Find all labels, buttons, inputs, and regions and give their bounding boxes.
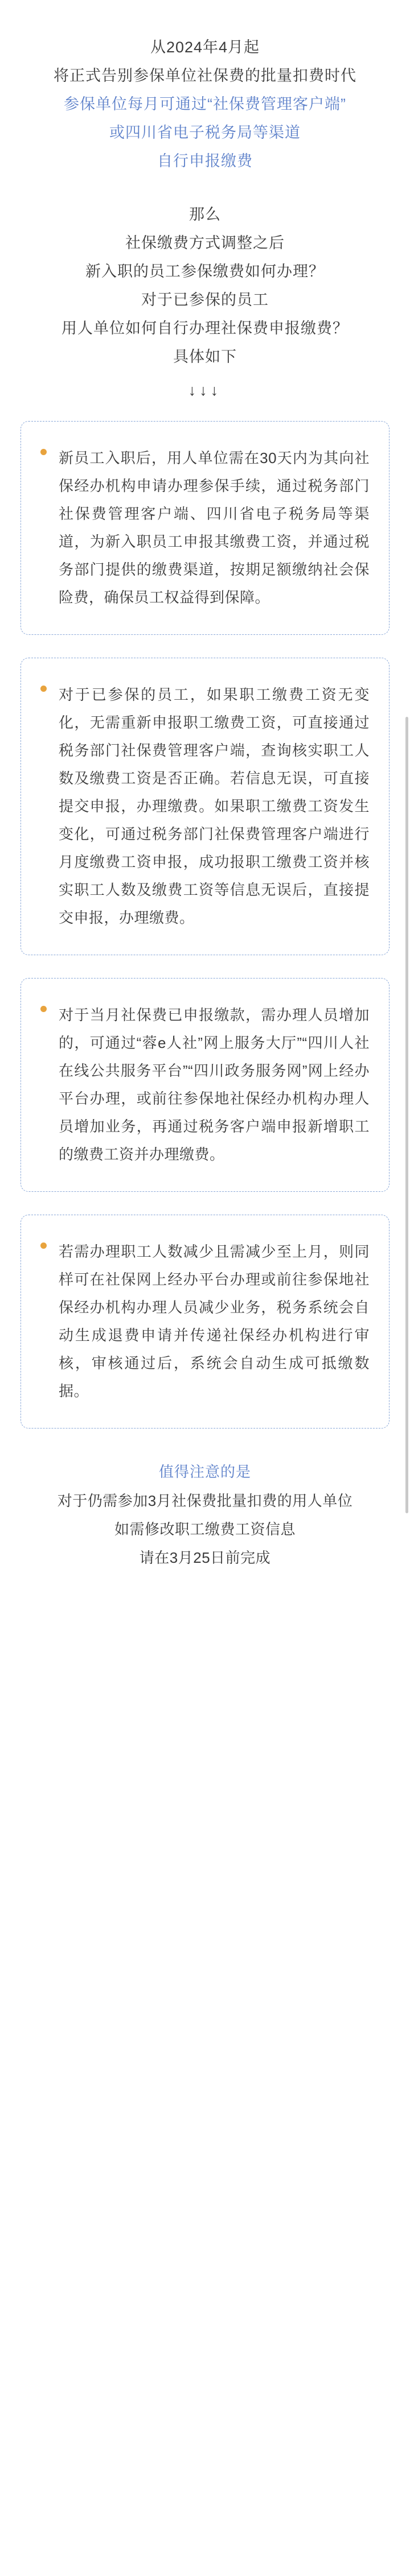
info-card (20, 978, 390, 1192)
card-text: 新员工入职后，用人单位需在30天内为其向社保经办机构申请办理参保手续，通过税务部门社保费管理客户端、四川省电子税务局等渠道，为新入职员工申报其缴费工资，并通过税务部门提供的缴费渠道，按期足额缴纳社会保险费，确保员工权益得到保障。 (59, 449, 370, 606)
card-text: 若需办理职工人数减少且需减少至上月，则同样可在社保网上经办平台办理或前往参保地社保经办机构办理人员减少业务，税务系统会自动生成退费申请并传递社保经办机构进行审核，审核通过后，系统会自动生成可抵缴数据。 (59, 1243, 370, 1400)
question-line-3: 新入职的员工参保缴费如何办理？ (85, 263, 325, 280)
bullet-dot-icon (40, 449, 47, 455)
question-line-6: 具体如下 (173, 348, 237, 365)
note-title: 值得注意的是 (158, 1463, 251, 1480)
intro-line-2: 将正式告别参保单位社保费的批量扣费时代 (54, 67, 356, 84)
bullet-dot-icon (40, 1006, 47, 1012)
note-line-1: 对于仍需参加3月社保费批量扣费的用人单位 (57, 1492, 353, 1509)
question-section (0, 175, 410, 406)
question-line-1: 那么 (189, 206, 221, 223)
note-line-2: 如需修改职工缴费工资信息 (114, 1521, 296, 1538)
card-text: 对于当月社保费已申报缴款，需办理人员增加的，可通过“蓉e人社”网上服务大厅”“四川人社在线公共服务平台”“四川政务服务网”网上经办平台办理，或前往参保地社保经办机构办理人员增加业务，再通过税务客户端申报新增职工的缴费工资并办理缴费。 (59, 1006, 370, 1163)
card-list (0, 406, 410, 1429)
info-card (20, 658, 390, 955)
question-line-5: 用人单位如何自行办理社保费申报缴费？ (62, 320, 348, 337)
question-line-4: 对于已参保的员工 (141, 291, 269, 308)
intro-line-5: 自行申报缴费 (157, 152, 253, 170)
note-line-3: 请在3月25日前完成 (139, 1549, 271, 1566)
card-text: 对于已参保的员工，如果职工缴费工资无变化，无需重新申报职工缴费工资，可直接通过税务部门社保费管理客户端，查询核实职工人数及缴费工资是否正确。若信息无误，可直接提交申报，办理缴费。如果职工缴费工资发生变化，可通过税务部门社保费管理客户端进行月度缴费工资申报，成功报职工缴费工资并核实职工人数及缴费工资等信息无误后，直接提交申报，办理缴费。 (59, 686, 370, 926)
bullet-dot-icon (40, 686, 47, 692)
question-line-2: 社保缴费方式调整之后 (125, 234, 285, 251)
down-arrows-icon: ↓↓↓ (188, 382, 222, 399)
intro-line-1: 从2024年4月起 (150, 39, 260, 56)
info-card (20, 421, 390, 635)
footer-note (0, 1451, 410, 1572)
scrollbar-thumb[interactable] (405, 717, 408, 1513)
intro-section (0, 0, 410, 175)
intro-line-4: 或四川省电子税务局等渠道 (109, 124, 301, 141)
intro-line-3: 参保单位每月可通过“社保费管理客户端” (64, 96, 346, 113)
info-card (20, 1215, 390, 1429)
bullet-dot-icon (40, 1242, 47, 1249)
